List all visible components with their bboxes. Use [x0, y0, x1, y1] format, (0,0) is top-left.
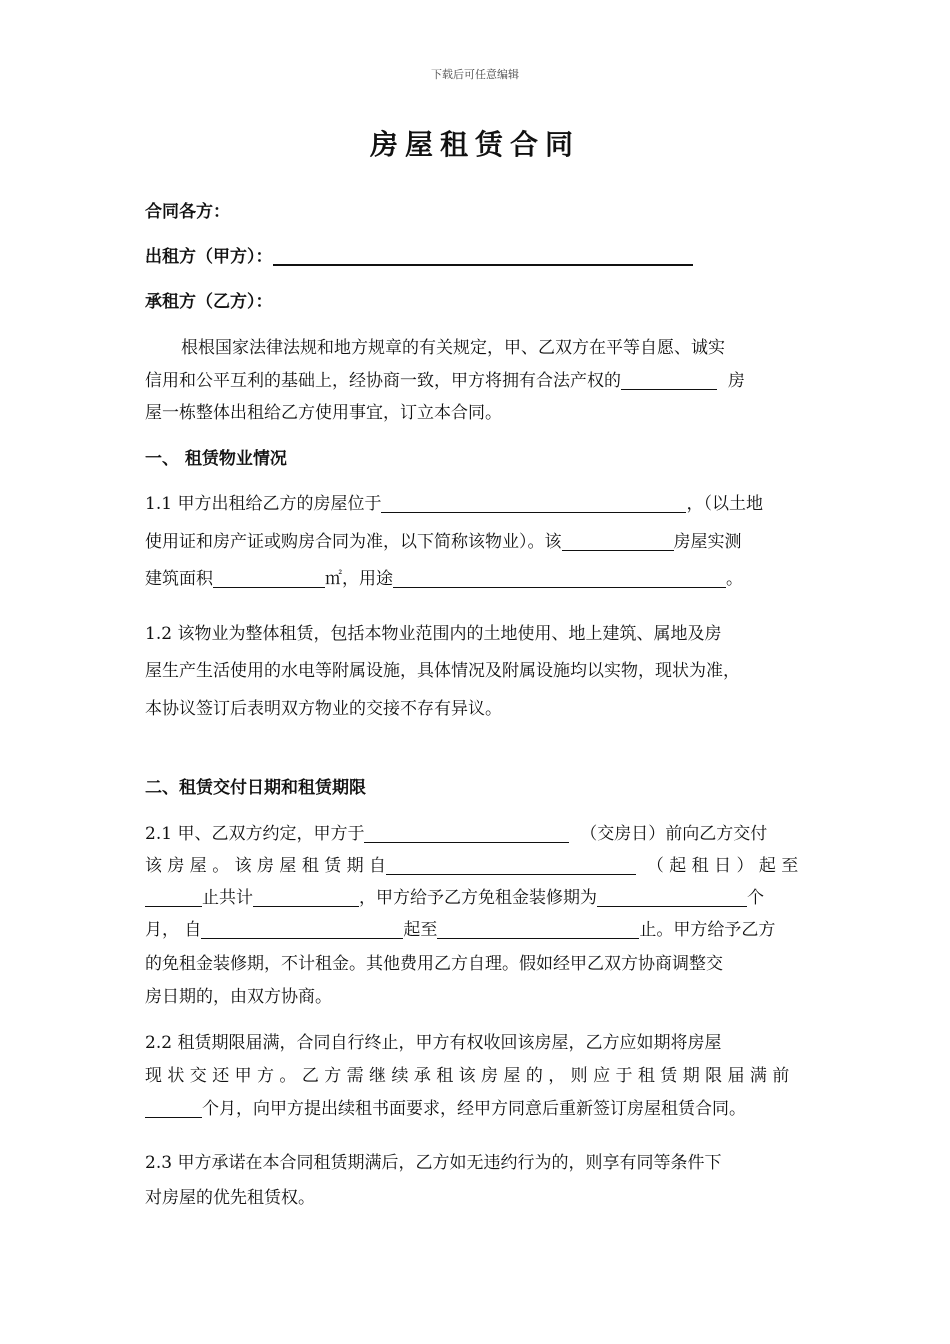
clause-1-2-line-2: 屋生产生活使用的水电等附属设施，具体情况及附属设施均以实物，现状为准， [145, 661, 740, 681]
clause-2-1-line-6: 房日期的，由双方协商。 [145, 987, 332, 1007]
clause-2-3-line-2: 对房屋的优先租赁权。 [145, 1188, 315, 1208]
clause-1-1-line-1 [145, 492, 810, 516]
clause-1-1-text-b: ，（以土地 [686, 494, 763, 514]
clause-1-1-text-c: 使用证和房产证或购房合同为准，以下简称该物业）。该 [145, 532, 562, 552]
free-start-blank[interactable] [201, 920, 403, 939]
clause-1-2-line-3: 本协议签订后表明双方物业的交接不存有异议。 [145, 699, 502, 719]
clause-2-1-text-c: 该 房 屋 。 该 房 屋 租 赁 期 自 [145, 856, 387, 876]
clause-2-1-line-4 [145, 918, 810, 942]
clause-2-1-line-3 [145, 886, 810, 910]
clause-2-1-text-d: （ 起 租 日 ） 起 至 [646, 856, 799, 876]
lessor-blank[interactable] [273, 246, 693, 266]
clause-1-2-line-1: 1.2 该物业为整体租赁，包括本物业范围内的土地使用、地上建筑、属地及房 [145, 624, 722, 644]
clause-2-1-text-i: 起至 [403, 920, 438, 940]
clause-2-3-line-1: 2.3 甲方承诺在本合同租赁期满后，乙方如无违约行为的，则享有同等条件下 [145, 1153, 722, 1173]
intro-line-3: 屋一栋整体出租给乙方使用事宜，订立本合同。 [145, 403, 502, 423]
lease-end-blank[interactable] [145, 888, 202, 907]
clause-2-2-line-1: 2.2 租赁期限届满，合同自行终止，甲方有权收回该房屋，乙方应如期将房屋 [145, 1033, 722, 1053]
clause-2-1-text-j: 止。甲方给予乙方 [639, 920, 776, 940]
lessor-label: 出租方（甲方）： [145, 247, 273, 267]
property-owner-blank[interactable] [621, 371, 717, 390]
free-end-blank[interactable] [437, 920, 639, 939]
parties-heading: 合同各方： [145, 202, 230, 222]
clause-2-2-line-2: 现 状 交 还 甲 方 。 乙 方 需 继 续 承 租 该 房 屋 的 ， 则 应 于 租 赁 期 限 届 满 前 [145, 1066, 790, 1086]
section1-heading: 一、 租赁物业情况 [145, 449, 287, 469]
area-blank[interactable] [213, 569, 325, 588]
clause-2-1-line-5: 的免租金装修期，不计租金。其他费用乙方自理。假如经甲乙双方协商调整交 [145, 954, 723, 974]
clause-2-1-text-f: ，甲方给予乙方免租金装修期为 [359, 888, 597, 908]
clause-2-1-line-1 [145, 822, 810, 846]
lease-total-blank[interactable] [253, 888, 359, 907]
renewal-notice-blank[interactable] [145, 1099, 202, 1118]
free-period-blank[interactable] [597, 888, 747, 907]
clause-1-1-text-a: 1.1 甲方出租给乙方的房屋位于 [145, 494, 382, 514]
intro-line-2-text: 信用和公平互利的基础上，经协商一致，甲方将拥有合法产权的 [145, 371, 621, 391]
clause-1-1-text-e: 建筑面积 [145, 569, 213, 589]
usage-blank[interactable] [393, 569, 726, 588]
clause-2-2-line-3 [145, 1097, 810, 1121]
location-blank[interactable] [381, 494, 686, 513]
clause-2-1-text-h: 月， 自 [145, 920, 202, 940]
lessee-label: 承租方（乙方）： [145, 292, 273, 312]
lessor-line [145, 245, 810, 269]
clause-2-1-line-2 [145, 854, 810, 878]
document-title: 房屋租赁合同 [369, 128, 580, 161]
section2-heading: 二、租赁交付日期和租赁期限 [145, 778, 366, 798]
clause-1-1-text-f: ㎡，用途 [325, 569, 393, 589]
clause-2-2-text: 个月，向甲方提出续租书面要求，经甲方同意后重新签订房屋租赁合同。 [202, 1099, 746, 1119]
clause-1-1-line-3 [145, 567, 810, 591]
clause-2-1-text-a: 2.1 甲、乙双方约定，甲方于 [145, 824, 365, 844]
lease-start-blank[interactable] [386, 856, 636, 875]
handover-date-blank[interactable] [364, 824, 569, 843]
clause-2-1-text-g: 个 [747, 888, 764, 908]
clause-1-1-text-g: 。 [726, 569, 743, 589]
intro-line-2-end: 房 [727, 371, 745, 391]
intro-line-1: 根根国家法律法规和地方规章的有关规定，甲、乙双方在平等自愿、诚实 [181, 338, 725, 358]
property-blank[interactable] [562, 532, 674, 551]
clause-1-1-line-2 [145, 530, 810, 554]
clause-2-1-text-b: （交房日）前向乙方交付 [580, 824, 768, 844]
intro-line-2 [145, 369, 810, 393]
clause-1-1-text-d: 房屋实测 [673, 532, 742, 552]
header-note: 下载后可任意编辑 [431, 68, 519, 81]
clause-2-1-text-e: 止共计 [202, 888, 253, 908]
